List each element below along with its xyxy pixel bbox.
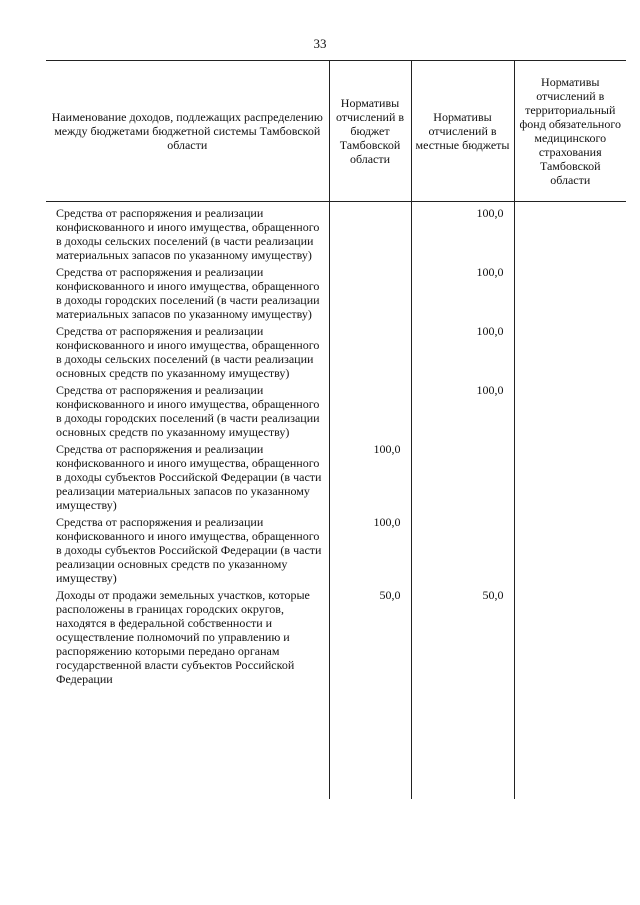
row-fund-value xyxy=(514,588,626,689)
row-fund-value xyxy=(514,202,626,266)
budget-distribution-table xyxy=(46,60,626,799)
row-fund-value xyxy=(514,324,626,383)
row-local-value: 100,0 xyxy=(411,324,514,383)
row-local-value: 50,0 xyxy=(411,588,514,689)
row-regional-value: 100,0 xyxy=(329,515,411,588)
row-fund-value xyxy=(514,383,626,442)
row-local-value: 100,0 xyxy=(411,202,514,266)
row-regional-value: 100,0 xyxy=(329,442,411,515)
page-number: 33 xyxy=(313,36,327,51)
table-row xyxy=(46,442,626,515)
row-local-value xyxy=(411,442,514,515)
row-income-name: Доходы от продажи земельных участков, которые расположены в границах городских округов, находятся в федеральной собственности и осуществление полномочий по управлению и распоряжению которыми передано органам государственной власти субъектов Российской Федерации xyxy=(56,588,310,686)
row-fund-value xyxy=(514,265,626,324)
row-income-name: Средства от распоряжения и реализации конфискованного и иного имущества, обращенного в доходы сельских поселений (в части реализации основных средств по указанному имуществу) xyxy=(56,324,320,380)
table-row xyxy=(46,383,626,442)
table-header-row xyxy=(46,61,626,202)
table-row xyxy=(46,202,626,266)
row-fund-value xyxy=(514,442,626,515)
table-filler-row xyxy=(46,689,626,799)
row-income-name: Средства от распоряжения и реализации конфискованного и иного имущества, обращенного в доходы городских поселений (в части реализации материальных запасов по указанному имуществу) xyxy=(56,265,320,321)
row-regional-value xyxy=(329,324,411,383)
table-row xyxy=(46,588,626,689)
row-local-value xyxy=(411,515,514,588)
row-income-name: Средства от распоряжения и реализации конфискованного и иного имущества, обращенного в доходы городских поселений (в части реализации основных средств по указанному имуществу) xyxy=(56,383,320,439)
table-row xyxy=(46,515,626,588)
row-fund-value xyxy=(514,515,626,588)
row-local-value: 100,0 xyxy=(411,383,514,442)
row-regional-value xyxy=(329,202,411,266)
filler-cell xyxy=(329,689,411,799)
row-regional-value xyxy=(329,265,411,324)
row-regional-value xyxy=(329,383,411,442)
filler-cell xyxy=(46,689,329,799)
row-income-name: Средства от распоряжения и реализации конфискованного и иного имущества, обращенного в доходы субъектов Российской Федерации (в части реализации основных средств по указанному имуществу) xyxy=(56,515,322,585)
filler-cell xyxy=(514,689,626,799)
row-income-name: Средства от распоряжения и реализации конфискованного и иного имущества, обращенного в доходы субъектов Российской Федерации (в части реализации материальных запасов по указанному имуществу) xyxy=(56,442,322,512)
header-regional-budget: Нормативы отчислений в бюджет Тамбовской области xyxy=(329,61,411,202)
row-regional-value: 50,0 xyxy=(329,588,411,689)
header-income-name: Наименование доходов, подлежащих распределению между бюджетами бюджетной системы Тамбовской области xyxy=(46,61,329,202)
table-row xyxy=(46,265,626,324)
row-local-value: 100,0 xyxy=(411,265,514,324)
header-medical-insurance-fund: Нормативы отчислений в территориальный фонд обязательного медицинского страхования Тамбовской области xyxy=(514,61,626,202)
row-income-name: Средства от распоряжения и реализации конфискованного и иного имущества, обращенного в доходы сельских поселений (в части реализации материальных запасов по указанному имуществу) xyxy=(56,206,320,262)
filler-cell xyxy=(411,689,514,799)
header-local-budgets: Нормативы отчислений в местные бюджеты xyxy=(411,61,514,202)
table-row xyxy=(46,324,626,383)
